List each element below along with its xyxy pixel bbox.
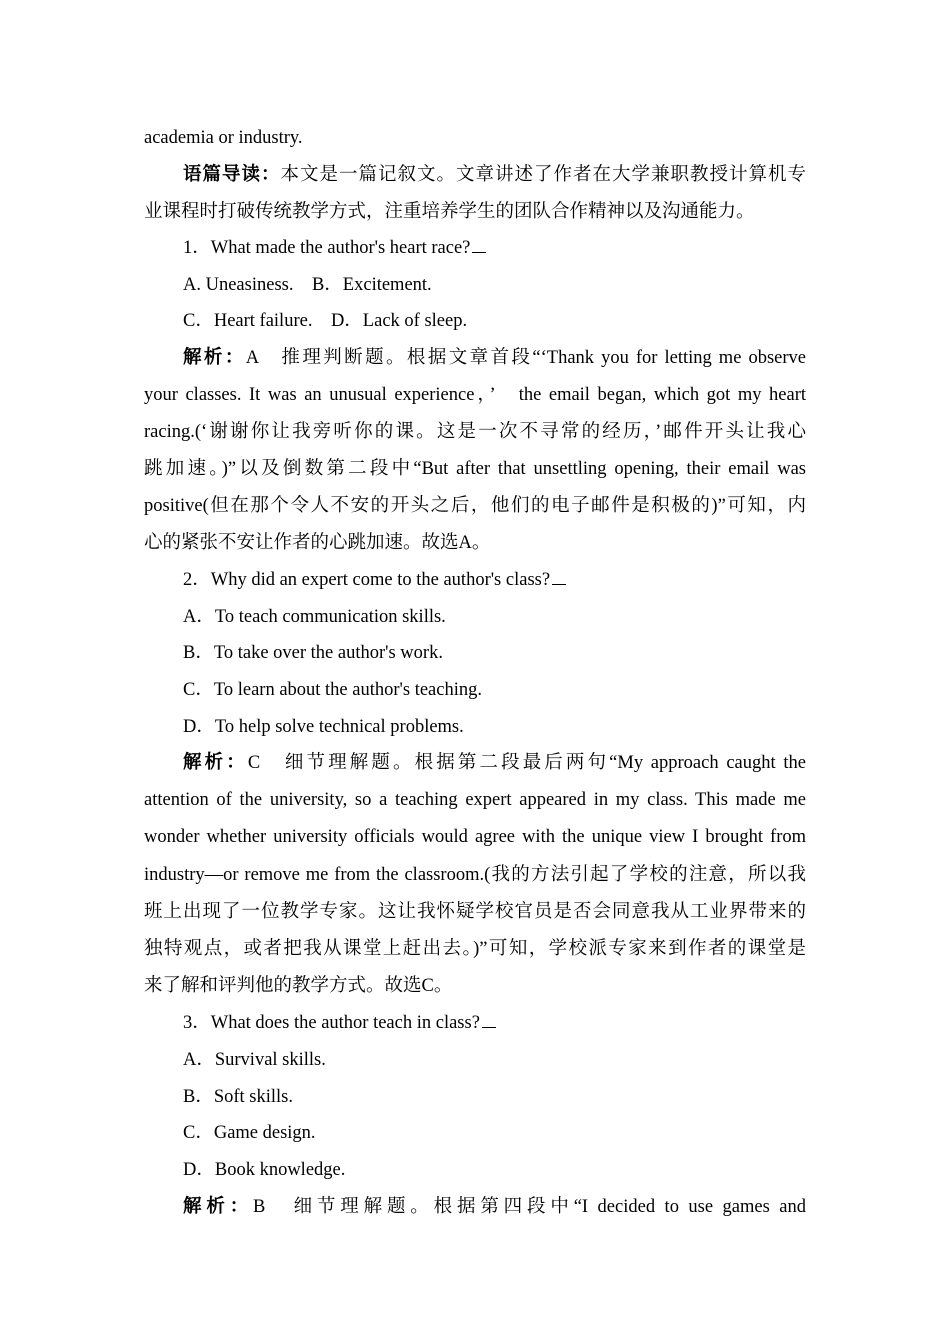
text-line: your classes. It was an unusual experience，’ the email began, which got my heart — [144, 385, 806, 405]
answer-blank — [472, 236, 486, 253]
text-span: 本文是一篇记叙文。文章讲述了作者在大学兼职教授计算机专 — [280, 165, 806, 185]
text-line: 业课程时打破传统教学方式，注重培养学生的团队合作精神以及沟通能力。 — [144, 202, 755, 222]
text-line: positive(但在那个令人不安的开头之后，他们的电子邮件是积极的)”可知，内 — [144, 496, 806, 516]
option-line: A. Uneasiness. B．Excitement. — [183, 275, 432, 295]
text-line: 班上出现了一位教学专家。这让我怀疑学校官员是否会同意我从工业界带来的 — [144, 902, 806, 922]
question-text: 3．What does the author teach in class? — [183, 1013, 480, 1033]
option-a: A．Survival skills. — [183, 1050, 326, 1070]
text-line: 来了解和评判他的教学方式。故选C。 — [144, 976, 453, 996]
option-b: B．Soft skills. — [183, 1087, 293, 1107]
answer-blank — [552, 568, 566, 585]
text-span: C 细节理解题。根据第二段最后两句“My approach caught the — [247, 753, 806, 773]
option-c: C．To learn about the author's teaching. — [183, 680, 482, 700]
question-2 — [183, 568, 566, 592]
text-span: A 推理判断题。根据文章首段“‘Thank you for letting me observe — [245, 348, 806, 368]
option-a: A．To teach communication skills. — [183, 607, 446, 627]
text-line: academia or industry. — [144, 128, 303, 148]
answer-blank — [482, 1011, 496, 1028]
text-line: 独特观点，或者把我从课堂上赶出去。)”可知，学校派专家来到作者的课堂是 — [144, 939, 806, 959]
question-1 — [183, 236, 486, 260]
question-3 — [183, 1011, 496, 1035]
text-line: 心的紧张不安让作者的心跳加速。故选A。 — [144, 533, 491, 553]
analysis-label: 解析： — [183, 753, 248, 773]
analysis-label: 解析： — [183, 348, 246, 368]
option-d: D．To help solve technical problems. — [183, 717, 464, 737]
text-line: 跳加速。)”以及倒数第二段中“But after that unsettling opening, their email was — [144, 459, 806, 479]
reading-guide-label: 语篇导读： — [183, 165, 281, 185]
analysis-3-line — [183, 1195, 806, 1219]
text-line: attention of the university, so a teaching expert appeared in my class. This made me — [144, 790, 806, 810]
option-line: C．Heart failure. D．Lack of sleep. — [183, 311, 468, 331]
option-b: B．To take over the author's work. — [183, 643, 443, 663]
analysis-1-line — [183, 346, 806, 370]
text-span: B 细节理解题。根据第四段中“I decided to use games and — [253, 1197, 806, 1217]
text-line: wonder whether university officials would agree with the unique view I brought from — [144, 827, 806, 847]
question-text: 2．Why did an expert come to the author's class? — [183, 570, 551, 590]
question-text: 1．What made the author's heart race? — [183, 238, 471, 258]
option-d: D．Book knowledge. — [183, 1160, 346, 1180]
analysis-2-line — [183, 751, 806, 775]
reading-guide-line — [183, 163, 806, 187]
text-line: industry—or remove me from the classroom.(我的方法引起了学校的注意，所以我 — [144, 865, 806, 885]
analysis-label: 解析： — [183, 1197, 254, 1217]
option-c: C．Game design. — [183, 1123, 316, 1143]
text-line: racing.(‘谢谢你让我旁听你的课。这是一次不寻常的经历，’邮件开头让我心 — [144, 422, 806, 442]
